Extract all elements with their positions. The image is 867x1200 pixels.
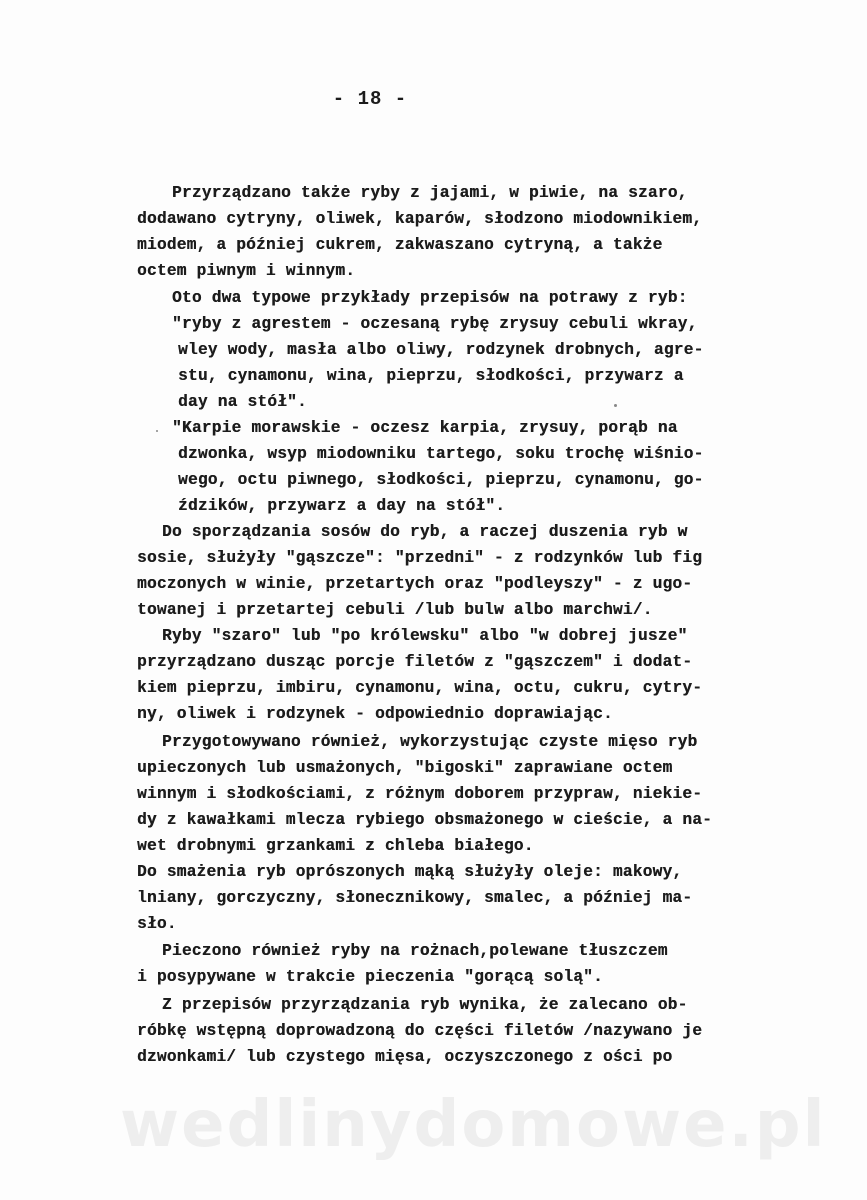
- text-line: Z przepisów przyrządzania ryb wynika, że zalecano ob-: [162, 996, 688, 1014]
- text-line: kiem pieprzu, imbiru, cynamonu, wina, octu, cukru, cytry-: [137, 679, 703, 697]
- text-line: sosie, służyły "gąszcze": "przedni" - z rodzynków lub fig: [137, 549, 703, 567]
- text-line: i posypywane w trakcie pieczenia "gorącą solą".: [137, 968, 603, 986]
- text-line: Przygotowywano również, wykorzystując czyste mięso ryb: [162, 733, 698, 751]
- paper-speck: [156, 430, 158, 432]
- text-line: towanej i przetartej cebuli /lub bulw albo marchwi/.: [137, 601, 653, 619]
- text-line: Przyrządzano także ryby z jajami, w piwie, na szaro,: [172, 184, 688, 202]
- text-line: dodawano cytryny, oliwek, kaparów, słodzono miodownikiem,: [137, 210, 703, 228]
- text-line: przyrządzano dusząc porcje filetów z "gąszczem" i dodat-: [137, 653, 693, 671]
- text-line: Do sporządzania sosów do ryb, a raczej duszenia ryb w: [162, 523, 688, 541]
- text-line: "ryby z agrestem - oczesaną rybę zrysuy cebuli wkray,: [172, 315, 698, 333]
- text-line: moczonych w winie, przetartych oraz "podleyszy" - z ugo-: [137, 575, 693, 593]
- text-line: Oto dwa typowe przykłady przepisów na potrawy z ryb:: [172, 289, 688, 307]
- text-line: ny, oliwek i rodzynek - odpowiednio doprawiając.: [137, 705, 613, 723]
- text-line: day na stół".: [178, 393, 307, 411]
- text-line: dzwonkami/ lub czystego mięsa, oczyszczonego z ości po: [137, 1048, 673, 1066]
- text-line: miodem, a później cukrem, zakwaszano cytryną, a także: [137, 236, 663, 254]
- text-line: Ryby "szaro" lub "po królewsku" albo "w dobrej jusze": [162, 627, 688, 645]
- text-line: winnym i słodkościami, z różnym doborem przypraw, niekie-: [137, 785, 703, 803]
- text-line: stu, cynamonu, wina, pieprzu, słodkości, przywarz a: [178, 367, 684, 385]
- text-line: róbkę wstępną doprowadzoną do części filetów /nazywano je: [137, 1022, 703, 1040]
- text-line: "Karpie morawskie - oczesz karpia, zrysuy, porąb na: [172, 419, 678, 437]
- text-line: upieczonych lub usmażonych, "bigoski" zaprawiane octem: [137, 759, 673, 777]
- text-line: wley wody, masła albo oliwy, rodzynek drobnych, agre-: [178, 341, 704, 359]
- watermark: wedlinydomowe.pl: [120, 1088, 827, 1162]
- text-line: ździków, przywarz a day na stół".: [178, 497, 506, 515]
- paper-speck: [614, 404, 617, 407]
- text-line: sło.: [137, 915, 177, 933]
- text-line: lniany, gorczyczny, słonecznikowy, smalec, a później ma-: [137, 889, 693, 907]
- page-number: - 18 -: [332, 88, 408, 110]
- text-line: Pieczono również ryby na rożnach,polewane tłuszczem: [162, 942, 668, 960]
- text-line: dzwonka, wsyp miodowniku tartego, soku trochę wiśnio-: [178, 445, 704, 463]
- text-line: octem piwnym i winnym.: [137, 262, 356, 280]
- text-line: wet drobnymi grzankami z chleba białego.: [137, 837, 534, 855]
- text-line: dy z kawałkami mlecza rybiego obsmażonego w cieście, a na-: [137, 811, 713, 829]
- text-line: Do smażenia ryb oprószonych mąką służyły oleje: makowy,: [137, 863, 683, 881]
- text-line: wego, octu piwnego, słodkości, pieprzu, cynamonu, go-: [178, 471, 704, 489]
